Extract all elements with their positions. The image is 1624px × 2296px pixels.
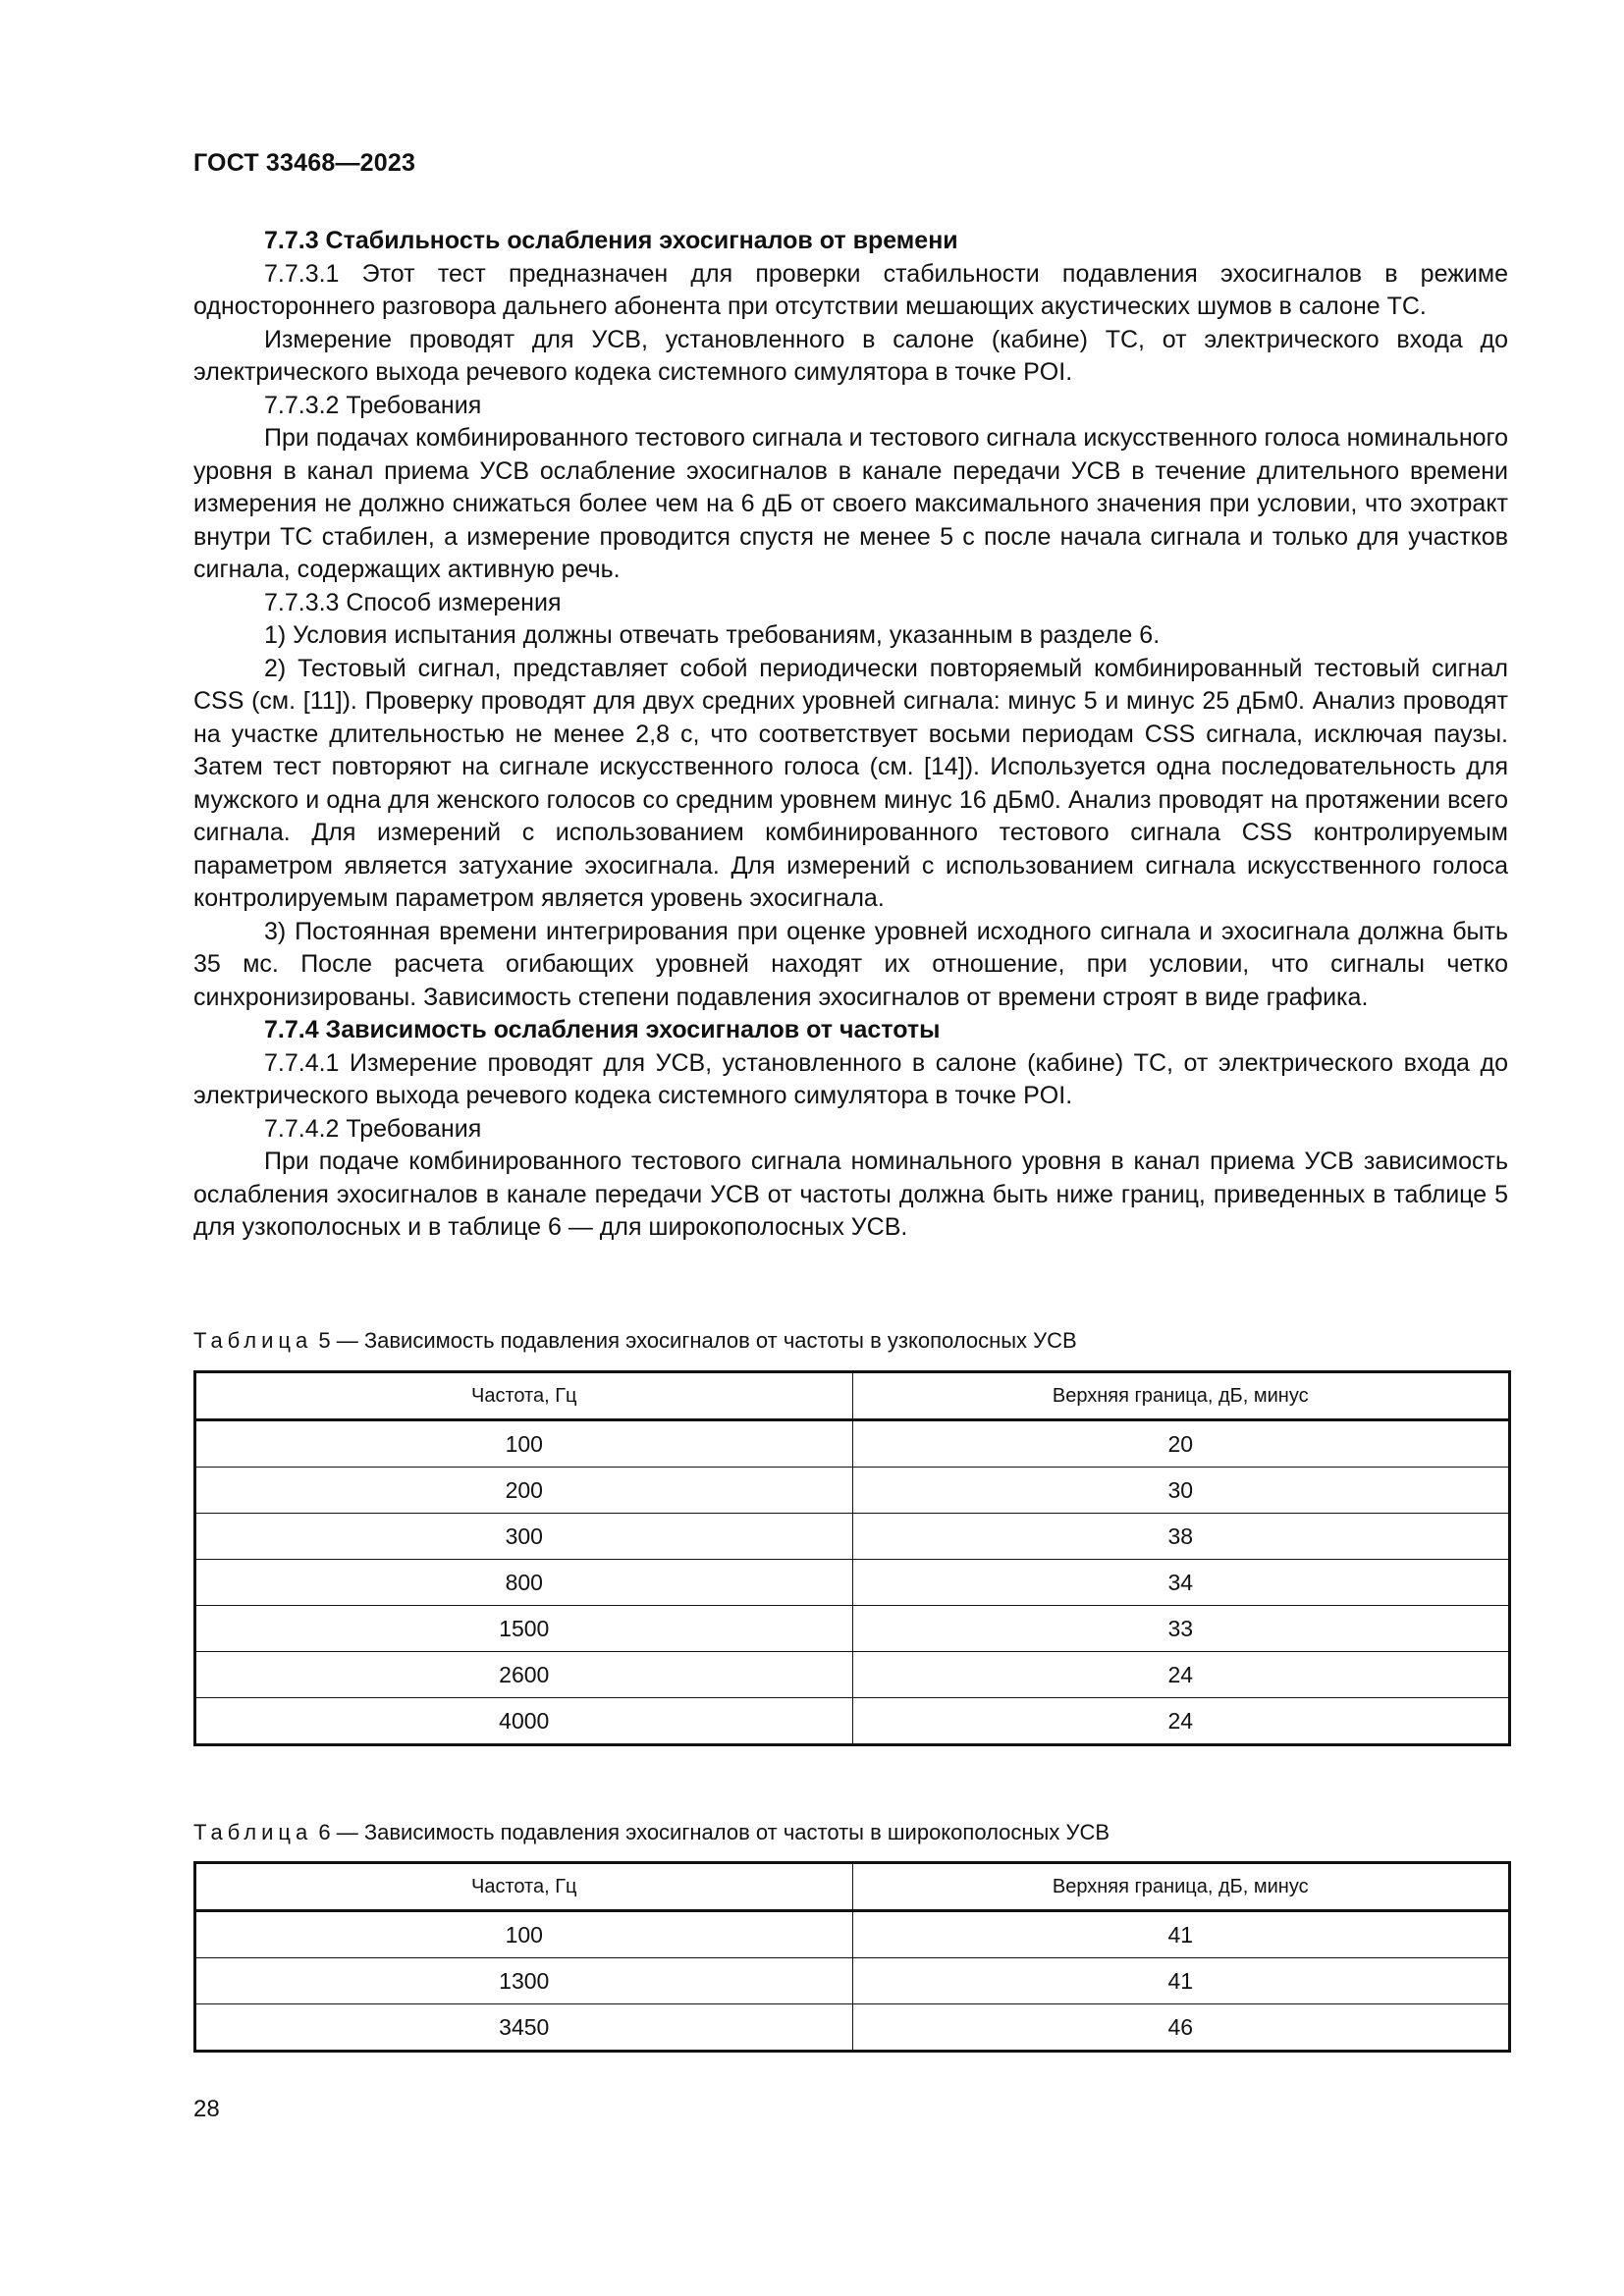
- column-header-upper-limit: Верхняя граница, дБ, минус: [852, 1863, 1510, 1911]
- table-6: [193, 1861, 1511, 2053]
- table-row: [195, 1606, 1510, 1652]
- table-row: [195, 1560, 1510, 1606]
- table-row: [195, 1514, 1510, 1560]
- cell-upper-limit: 34: [852, 1560, 1510, 1606]
- paragraph: 2) Тестовый сигнал, представляет собой периодически повторяемый комбинированный тестовый сигнал CSS (см. [11]). Проверку проводят для двух средних уровней сигнала: минус 5 и минус 25 дБм0. Анализ проводят на участке длительностью не менее 2,8 с, что соответствует восьми периодам CSS сигнала, исключая паузы. Затем тест повторяют на сигнале искусственного голоса (см. [14]). Используется одна последовательность для мужского и одна для женского голосов со средним уровнем минус 16 дБм0. Анализ проводят на протяжении всего сигнала. Для измерений с использованием комбинированного тестового сигнала CSS контролируемым параметром является затухание эхосигнала. Для измерений с использованием сигнала искусственного голоса контролируемым параметром является уровень эхосигнала.: [193, 654, 1508, 912]
- table-row: [195, 1652, 1510, 1698]
- table-row: [195, 1420, 1510, 1468]
- table-5-caption-text: 5 — Зависимость подавления эхосигналов от частоты в узкополосных УСВ: [312, 1328, 1077, 1353]
- cell-upper-limit: 33: [852, 1606, 1510, 1652]
- table-header-row: [195, 1863, 1510, 1911]
- cell-upper-limit: 30: [852, 1468, 1510, 1514]
- paragraph: 7.7.3.2 Требования: [264, 391, 482, 419]
- table-row: [195, 1958, 1510, 2004]
- paragraph: 3) Постоянная времени интегрирования при оценке уровней исходного сигнала и эхосигнала должна быть 35 мс. После расчета огибающих уровней находят их отношение, при условии, что сигналы четко синхронизированы. Зависимость степени подавления эхосигналов от времени строят в виде графика.: [193, 917, 1508, 1011]
- cell-frequency: 4000: [195, 1698, 853, 1745]
- column-header-frequency: Частота, Гц: [195, 1372, 853, 1420]
- table-5-caption-prefix: Таблица: [193, 1328, 313, 1353]
- cell-frequency: 300: [195, 1514, 853, 1560]
- section-heading: 7.7.4 Зависимость ослабления эхосигналов от частоты: [264, 1016, 941, 1043]
- table-row: [195, 1911, 1510, 1958]
- cell-upper-limit: 38: [852, 1514, 1510, 1560]
- paragraph: 7.7.3.3 Способ измерения: [264, 588, 562, 616]
- cell-frequency: 2600: [195, 1652, 853, 1698]
- cell-frequency: 800: [195, 1560, 853, 1606]
- section-heading: 7.7.3 Стабильность ослабления эхосигналов от времени: [264, 227, 958, 254]
- paragraph: 7.7.4.2 Требования: [264, 1114, 482, 1143]
- column-header-upper-limit: Верхняя граница, дБ, минус: [852, 1372, 1510, 1420]
- cell-upper-limit: 24: [852, 1652, 1510, 1698]
- cell-upper-limit: 20: [852, 1420, 1510, 1468]
- document-body: [193, 225, 1508, 1245]
- table-6-caption: [193, 1819, 1110, 1846]
- table-6-caption-text: 6 — Зависимость подавления эхосигналов от частоты в широкополосных УСВ: [312, 1820, 1110, 1844]
- column-header-frequency: Частота, Гц: [195, 1863, 853, 1911]
- table-6-caption-prefix: Таблица: [193, 1820, 313, 1844]
- page-number: 28: [193, 2096, 220, 2122]
- table-row: [195, 1698, 1510, 1745]
- cell-upper-limit: 41: [852, 1911, 1510, 1958]
- document-id-header: ГОСТ 33468—2023: [193, 149, 416, 177]
- paragraph: 1) Условия испытания должны отвечать требованиям, указанным в разделе 6.: [264, 621, 1161, 649]
- cell-frequency: 100: [195, 1911, 853, 1958]
- paragraph: 7.7.4.1 Измерение проводят для УСВ, установленного в салоне (кабине) ТС, от электрического входа до электрического выхода речевого кодека системного симулятора в точке POI.: [193, 1048, 1508, 1109]
- paragraph: При подаче комбинированного тестового сигнала номинального уровня в канал приема УСВ зависимость ослабления эхосигналов в канале передачи УСВ от частоты должна быть ниже границ, приведенных в таблице 5 для узкополосных и в таблице 6 — для широкополосных УСВ.: [193, 1148, 1508, 1241]
- paragraph: Измерение проводят для УСВ, установленного в салоне (кабине) ТС, от электрического входа до электрического выхода речевого кодека системного симулятора в точке POI.: [193, 325, 1508, 386]
- cell-frequency: 1300: [195, 1958, 853, 2004]
- cell-frequency: 200: [195, 1468, 853, 1514]
- cell-frequency: 100: [195, 1420, 853, 1468]
- paragraph: 7.7.3.1 Этот тест предназначен для проверки стабильности подавления эхосигналов в режиме одностороннего разговора дальнего абонента при отсутствии мешающих акустических шумов в салоне ТС.: [193, 259, 1508, 320]
- cell-upper-limit: 46: [852, 2004, 1510, 2052]
- cell-upper-limit: 41: [852, 1958, 1510, 2004]
- table-5-caption: [193, 1327, 1077, 1355]
- table-row: [195, 2004, 1510, 2052]
- cell-frequency: 3450: [195, 2004, 853, 2052]
- table-header-row: [195, 1372, 1510, 1420]
- table-row: [195, 1468, 1510, 1514]
- paragraph: При подачах комбинированного тестового сигнала и тестового сигнала искусственного голоса номинального уровня в канал приема УСВ ослабление эхосигналов в канале передачи УСВ в течение длительного времени измерения не должно снижаться более чем на 6 дБ от своего максимального значения при условии, что эхотракт внутри ТС стабилен, а измерение проводится спустя не менее 5 с после начала сигнала и только для участков сигнала, содержащих активную речь.: [193, 424, 1508, 583]
- table-5: [193, 1370, 1511, 1746]
- cell-upper-limit: 24: [852, 1698, 1510, 1745]
- cell-frequency: 1500: [195, 1606, 853, 1652]
